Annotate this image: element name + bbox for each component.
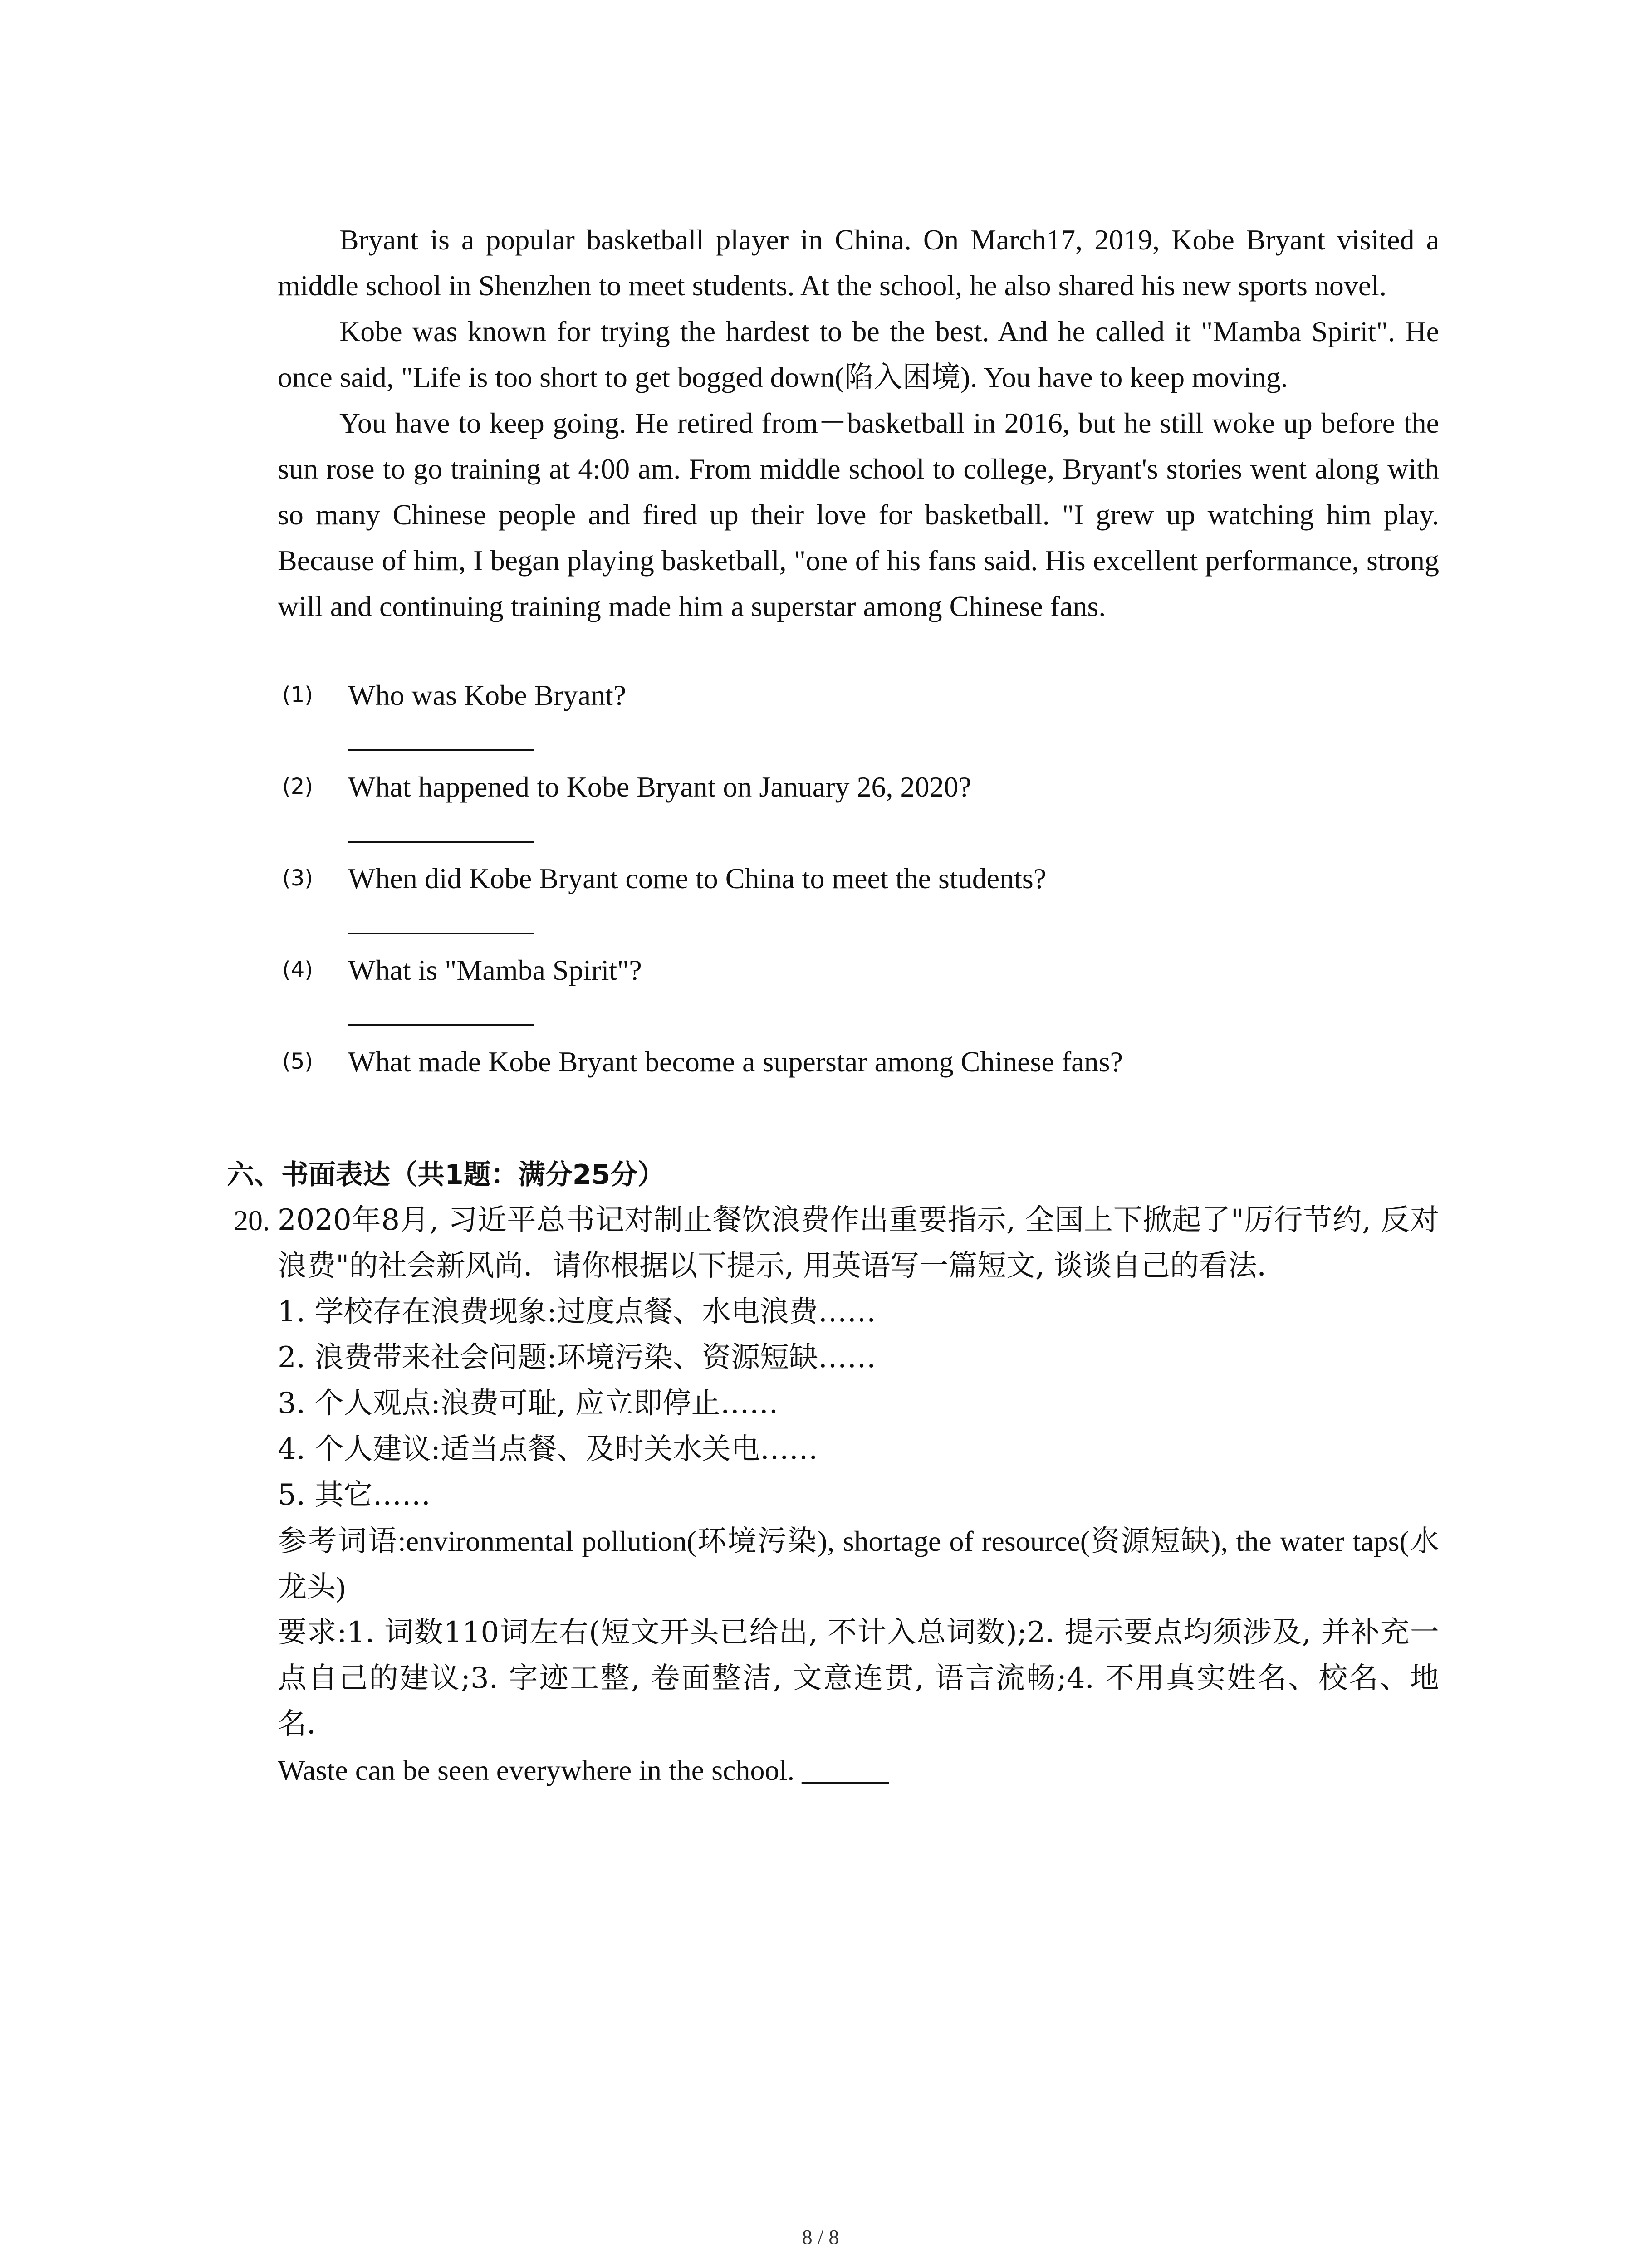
question-item bbox=[278, 947, 1439, 1039]
task-point: 2. 浪费带来社会问题:环境污染、资源短缺…… bbox=[278, 1341, 876, 1374]
task-point: 3. 个人观点:浪费可耻, 应立即停止…… bbox=[278, 1387, 779, 1420]
task-point: 4. 个人建议:适当点餐、及时关水关电…… bbox=[278, 1432, 818, 1466]
question-number: (4) bbox=[282, 957, 313, 982]
question-text: When did Kobe Bryant come to China to meet the students? bbox=[348, 862, 1047, 894]
answer-blank[interactable] bbox=[348, 1024, 534, 1026]
page-number: 8 / 8 bbox=[802, 2225, 839, 2248]
answer-blank[interactable] bbox=[348, 841, 534, 843]
question-number: (5) bbox=[282, 1049, 313, 1074]
question-item bbox=[278, 672, 1439, 764]
passage-paragraph-1: Bryant is a popular basketball player in China. On March17, 2019, Kobe Bryant visited a middle school in Shenzhen to meet students. At the school, he also shared his new sports novel. bbox=[278, 224, 1439, 302]
writing-opening-sentence: Waste can be seen everywhere in the school. ______ bbox=[278, 1754, 889, 1786]
task-requirements: 要求:1. 词数110词左右(短文开头已给出, 不计入总词数);2. 提示要点均须涉及, 并补充一点自己的建议;3. 字迹工整, 卷面整洁, 文意连贯, 语言流畅;4. 不用真实姓名、校名、地名． bbox=[278, 1616, 1439, 1741]
reference-words: 参考词语:environmental pollution(环境污染), shortage of resource(资源短缺), the water taps(水龙头) bbox=[278, 1525, 1439, 1603]
reading-passage bbox=[278, 217, 1439, 629]
task-intro: 2020年8月, 习近平总书记对制止餐饮浪费作出重要指示, 全国上下掀起了"厉行节约, 反对浪费"的社会新风尚．请你根据以下提示, 用英语写一篇短文, 谈谈自己的看法． bbox=[278, 1203, 1439, 1283]
task-point: 5. 其它…… bbox=[278, 1478, 431, 1512]
question-number: (2) bbox=[282, 774, 313, 799]
question-text: What happened to Kobe Bryant on January 26, 2020? bbox=[348, 771, 971, 803]
passage-paragraph-3: You have to keep going. He retired from－basketball in 2016, but he still woke up before the sun rose to go training at 4:00 am. From middle school to college, Bryant's stories went along with so many Chinese people and fired up their love for basketball. "I grew up watching him play. Because of him, I began playing basketball, "one of his fans said. His excellent performance, strong will and continuing training made him a superstar among Chinese fans. bbox=[278, 407, 1439, 622]
question-item bbox=[278, 1039, 1439, 1130]
question-list bbox=[278, 672, 1439, 1130]
question-number: (1) bbox=[282, 682, 313, 708]
task-point: 1. 学校存在浪费现象:过度点餐、水电浪费…… bbox=[278, 1295, 876, 1329]
question-number: (3) bbox=[282, 865, 313, 891]
passage-paragraph-2: Kobe was known for trying the hardest to be the best. And he called it "Mamba Spirit". He once said, "Life is too short to get bogged down(陷入困境). You have to keep moving. bbox=[278, 315, 1439, 393]
question-item bbox=[278, 855, 1439, 947]
answer-blank[interactable] bbox=[348, 749, 534, 751]
section-heading: 六、书面表达（共1题：满分25分） bbox=[227, 1159, 665, 1191]
task-number: 20. bbox=[234, 1204, 270, 1237]
task-body bbox=[278, 1198, 1439, 1793]
question-text: What is "Mamba Spirit"? bbox=[348, 954, 642, 986]
question-text: What made Kobe Bryant become a superstar among Chinese fans? bbox=[348, 1046, 1123, 1078]
question-item bbox=[278, 764, 1439, 855]
answer-blank[interactable] bbox=[348, 933, 534, 934]
question-text: Who was Kobe Bryant? bbox=[348, 679, 627, 711]
